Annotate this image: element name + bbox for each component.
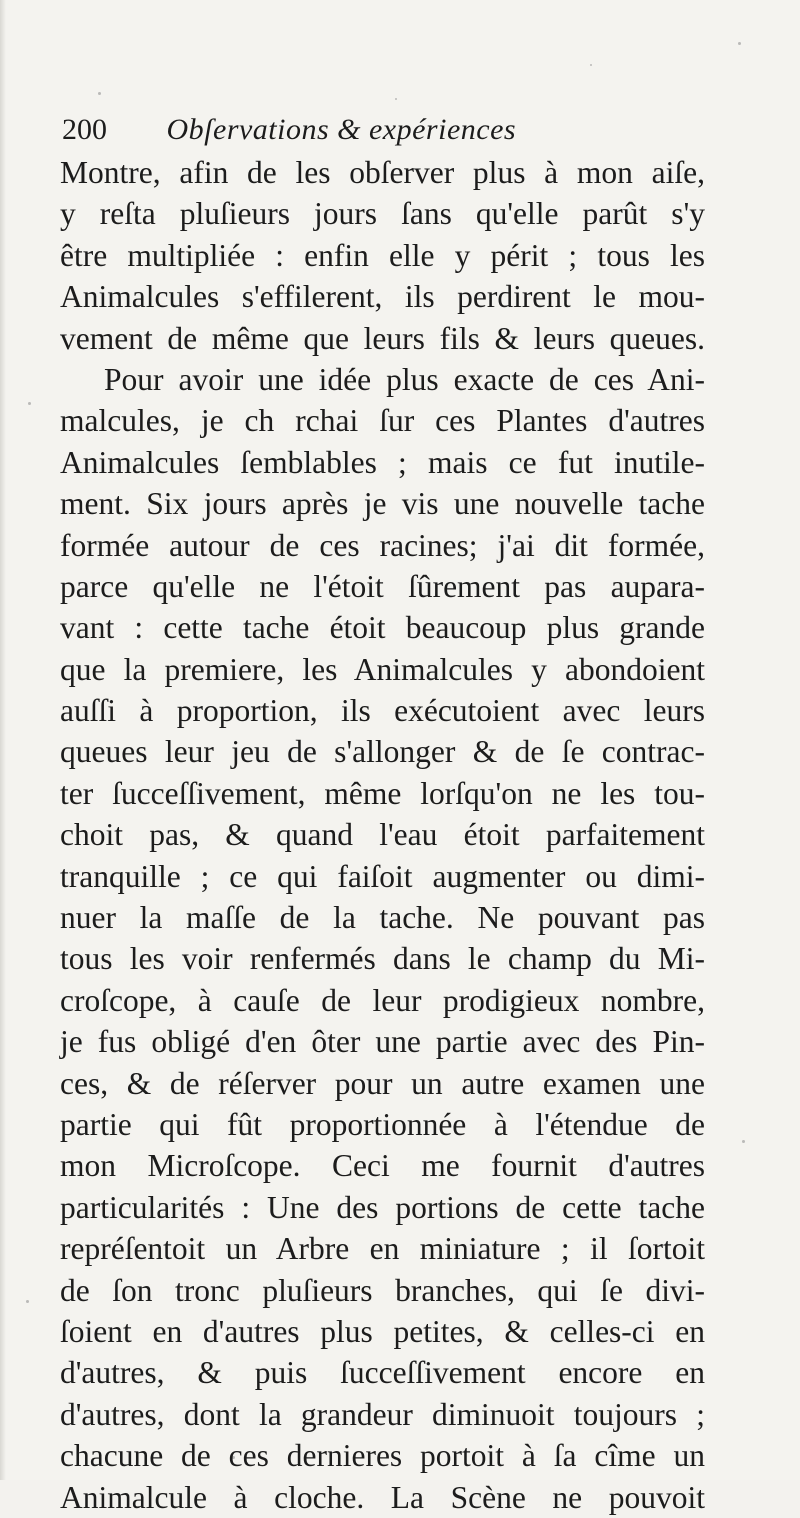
text-line: particularités : Une des portions de cette tache xyxy=(60,1189,705,1225)
text-line: de ſon tronc pluſieurs branches, qui ſe divi- xyxy=(60,1272,705,1308)
running-head-title: Obſervations & expériences xyxy=(166,113,517,146)
body-text xyxy=(60,152,705,1518)
text-line: choit pas, & quand l'eau étoit parfaitement xyxy=(60,817,705,853)
text-line: vement de même que leurs fils & leurs queues. xyxy=(60,320,705,356)
text-line: malcules, je ch rchai ſur ces Plantes d'autres xyxy=(60,403,705,439)
text-line: auſſi à proportion, ils exécutoient avec leurs xyxy=(60,693,705,729)
text-line: Animalcules ſemblables ; mais ce fut inutile- xyxy=(60,444,705,480)
text-line: croſcope, à cauſe de leur prodigieux nombre, xyxy=(60,982,705,1018)
running-head xyxy=(62,108,722,152)
paper-speck xyxy=(738,42,741,45)
text-line: nuer la maſſe de la tache. Ne pouvant pas xyxy=(60,900,705,936)
text-line: partie qui fût proportionnée à l'étendue de xyxy=(60,1106,705,1142)
text-line: repréſentoit un Arbre en miniature ; il ſortoit xyxy=(60,1231,705,1267)
text-line: formée autour de ces racines; j'ai dit formée, xyxy=(60,527,705,563)
paper-speck xyxy=(26,1300,29,1303)
paper-speck xyxy=(395,98,397,100)
text-line: mon Microſcope. Ceci me fournit d'autres xyxy=(60,1148,705,1184)
text-line: y reſta pluſieurs jours ſans qu'elle parût s'y xyxy=(60,196,705,232)
text-line: tranquille ; ce qui faiſoit augmenter ou dimi- xyxy=(60,858,705,894)
text-line: queues leur jeu de s'allonger & de ſe contrac- xyxy=(60,734,705,770)
text-line: ſoient en d'autres plus petites, & celles-ci en xyxy=(60,1313,705,1349)
text-line: parce qu'elle ne l'étoit ſûrement pas aupara- xyxy=(60,568,705,604)
paper-speck xyxy=(98,92,101,95)
paper-speck xyxy=(28,402,31,405)
text-line: chacune de ces dernieres portoit à ſa cîme un xyxy=(60,1438,705,1474)
text-line: Animalcules s'effilerent, ils perdirent le mou- xyxy=(60,279,705,315)
text-line: d'autres, & puis ſucceſſivement encore en xyxy=(60,1355,705,1391)
text-line: tous les voir renfermés dans le champ du Mi- xyxy=(60,941,705,977)
text-line: vant : cette tache étoit beaucoup plus grande xyxy=(60,610,705,646)
text-line: d'autres, dont la grandeur diminuoit toujours ; xyxy=(60,1396,705,1432)
text-line: Pour avoir une idée plus exacte de ces Ani- xyxy=(104,361,705,397)
paper-speck xyxy=(742,1140,745,1143)
text-line: Animalcule à cloche. La Scène ne pouvoit xyxy=(60,1479,705,1515)
paper-speck xyxy=(590,64,592,66)
text-line: que la premiere, les Animalcules y abondoient xyxy=(60,651,705,687)
page-number: 200 xyxy=(62,113,107,146)
text-line: ces, & de réſerver pour un autre examen une xyxy=(60,1065,705,1101)
text-line: Montre, afin de les obſerver plus à mon aiſe, xyxy=(60,155,705,190)
text-line: être multipliée : enfin elle y périt ; tous les xyxy=(60,237,705,273)
page-edge-shadow xyxy=(0,0,6,1480)
text-line: ment. Six jours après je vis une nouvelle tache xyxy=(60,486,705,522)
text-line: ter ſucceſſivement, même lorſqu'on ne les tou- xyxy=(60,775,705,811)
text-line: je fus obligé d'en ôter une partie avec des Pin- xyxy=(60,1024,705,1060)
